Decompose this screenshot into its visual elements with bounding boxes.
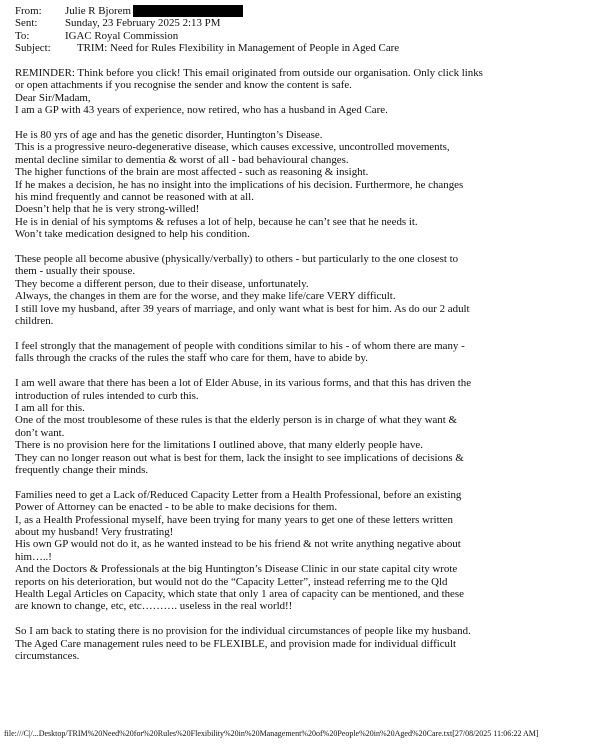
blank-line xyxy=(15,241,585,253)
body-line: circumstances. xyxy=(15,650,80,663)
blank-line xyxy=(15,328,585,340)
sent-label: Sent: xyxy=(15,17,38,30)
body-line: don’t want. xyxy=(15,426,65,439)
body-line: I am all for this. xyxy=(15,401,85,414)
redaction-bar xyxy=(133,5,243,17)
subject-value: TRIM: Need for Rules Flexibility in Management of People in Aged Care xyxy=(77,42,400,55)
body-line: They can no longer reason out what is best for them, lack the insight to see implications of decisions & xyxy=(15,451,464,464)
body-line: I feel strongly that the management of people with conditions similar to his - of whom there are many - xyxy=(15,339,465,352)
body-line: REMINDER: Think before you click! This email originated from outside our organisation. Only click links xyxy=(15,67,483,80)
body-line: The Aged Care management rules need to be FLEXIBLE, and provision made for individual difficult xyxy=(15,637,457,650)
body-line: Families need to get a Lack of/Reduced Capacity Letter from a Health Professional, before an existing xyxy=(15,488,462,501)
body-line: I am a GP with 43 years of experience, now retired, who has a husband in Aged Care. xyxy=(15,104,388,117)
body-line: And the Doctors & Professionals at the big Huntington’s Disease Clinic in our state capital city wrote xyxy=(15,563,458,576)
blank-line xyxy=(15,117,585,129)
body-line: about my husband! Very frustrating! xyxy=(15,525,174,538)
from-label: From: xyxy=(15,5,42,17)
body-line: frequently change their minds. xyxy=(15,463,149,476)
body-line: Doesn’t help that he is very strong-willed! xyxy=(15,203,200,216)
file-path-footer: file:///C|/...Desktop/TRIM%20Need%20for%20Rules%20Flexibility%20in%20Management%20of%20People%20in%20Aged%20Care.txt[27/08/2025 11:06:22 AM] xyxy=(4,729,539,738)
body-line: Power of Attorney can be enacted - to be able to make decisions for them. xyxy=(15,501,338,514)
body-line: or open attachments if you recognise the sender and know the content is safe. xyxy=(15,79,352,92)
sent-row xyxy=(15,17,585,29)
body-line: falls through the cracks of the rules the staff who care for them, have to abide by. xyxy=(15,352,368,365)
blank-line xyxy=(15,55,585,67)
body-line: are known to change, etc, etc………. useless in the real world!! xyxy=(15,600,293,613)
email-body xyxy=(15,55,585,663)
to-row xyxy=(15,30,585,42)
body-line: Dear Sir/Madam, xyxy=(15,91,91,104)
blank-line xyxy=(15,476,585,488)
blank-line xyxy=(15,613,585,625)
body-line: them - usually their spouse. xyxy=(15,265,136,278)
body-line: He is 80 yrs of age and has the genetic disorder, Huntington’s Disease. xyxy=(15,129,323,142)
body-line: There is no provision here for the limitations I outlined above, that many elderly people have. xyxy=(15,439,423,452)
body-line: him…..! xyxy=(15,550,52,563)
body-line: I am well aware that there has been a lot of Elder Abuse, in its various forms, and that this has driven the xyxy=(15,377,472,390)
body-line: mental decline similar to dementia & worst of all - bad behavioural changes. xyxy=(15,153,349,166)
email-document xyxy=(15,5,585,662)
body-line: One of the most troublesome of these rules is that the elderly person is in charge of what they want & xyxy=(15,414,457,427)
body-line: Always, the changes in them are for the worse, and they make life/care VERY difficult. xyxy=(15,290,396,303)
body-line: I still love my husband, after 39 years of marriage, and only want what is best for him. As do our 2 adult xyxy=(15,302,470,315)
body-line: Won’t take medication designed to help his condition. xyxy=(15,228,250,241)
body-line: reports on his deterioration, but would not do the “Capacity Letter”, instead referring me to the Qld xyxy=(15,575,448,588)
body-line: His own GP would not do it, as he wanted instead to be his friend & not write anything negative about xyxy=(15,538,461,551)
body-line: If he makes a decision, he has no insight into the implications of his decision. Furthermore, he changes xyxy=(15,178,464,191)
body-line: This is a progressive neuro-degenerative disease, which causes excessive, uncontrolled movements, xyxy=(15,141,450,154)
body-line: He is in denial of his symptoms & refuses a lot of help, because he can’t see that he needs it. xyxy=(15,215,418,228)
body-line: So I am back to stating there is no provision for the individual circumstances of people like my husband. xyxy=(15,625,471,638)
email-header xyxy=(15,5,585,55)
body-line: his mind frequently and cannot be reasoned with at all. xyxy=(15,191,254,204)
blank-line xyxy=(15,365,585,377)
from-row xyxy=(15,5,585,17)
from-value: Julie R Bjorem xyxy=(65,5,131,17)
body-line: The higher functions of the brain are most affected - such as reasoning & insight. xyxy=(15,166,369,179)
body-line: children. xyxy=(15,315,54,328)
body-line: I, as a Health Professional myself, have been trying for many years to get one of these letters written xyxy=(15,513,453,526)
sent-value: Sunday, 23 February 2025 2:13 PM xyxy=(65,17,221,30)
body-line: They become a different person, due to their disease, unfortunately. xyxy=(15,277,309,290)
body-line: introduction of rules intended to curb this. xyxy=(15,389,199,402)
to-value: IGAC Royal Commission xyxy=(65,29,179,42)
body-line: Health Legal Articles on Capacity, which state that only 1 area of capacity can be mentioned, and these xyxy=(15,588,464,600)
subject-row xyxy=(15,42,585,54)
to-label: To: xyxy=(15,29,30,42)
body-line: These people all become abusive (physically/verbally) to others - but particularly to the one closest to xyxy=(15,253,459,266)
subject-label: Subject: xyxy=(15,42,51,55)
